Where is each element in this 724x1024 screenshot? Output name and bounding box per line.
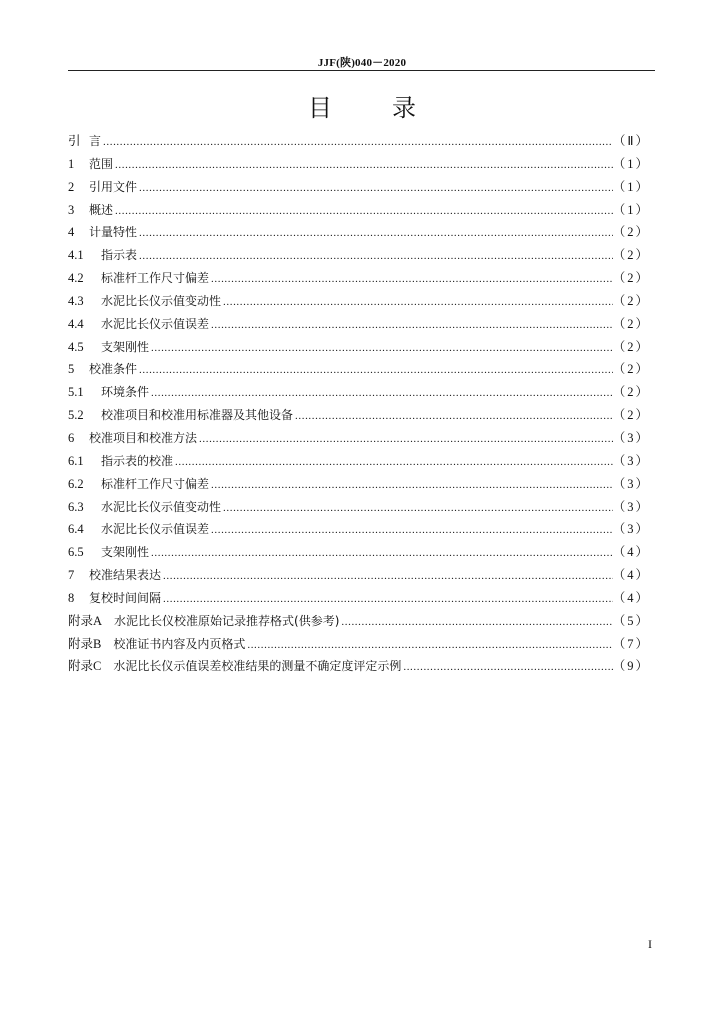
toc-dot-leader: [149, 542, 613, 565]
toc-entry-title: 支架刚性: [101, 545, 150, 560]
toc-entry-title: 指示表的校准: [101, 453, 174, 468]
toc-entry-page: （3）: [612, 453, 650, 468]
toc-entry-title: 计量特性: [89, 225, 138, 240]
toc-entry-page: （Ⅱ）: [612, 134, 650, 148]
toc-entry-page: （2）: [612, 316, 650, 331]
toc-entry: [68, 564, 650, 587]
toc-entry: [68, 221, 650, 244]
toc-entry-title: 水泥比长仪示值变动性: [101, 293, 222, 308]
toc-dot-leader: [161, 565, 613, 588]
toc-entry-title: 水泥比长仪示值误差: [101, 316, 210, 331]
toc-entry-page: （2）: [612, 339, 650, 354]
toc-entry-page: （9）: [612, 659, 650, 674]
table-of-contents: [68, 130, 650, 678]
toc-entry-number: 6.4: [68, 522, 84, 537]
toc-entry-number: 1: [68, 156, 75, 171]
header-divider: [68, 70, 655, 71]
toc-entry-page: （2）: [612, 385, 650, 400]
toc-entry-page: （2）: [612, 293, 650, 308]
toc-entry: [68, 176, 650, 199]
toc-entry-number: 4.4: [68, 316, 84, 331]
toc-entry-number: 4.1: [68, 248, 84, 263]
toc-entry-page: （3）: [612, 499, 650, 514]
toc-entry-number: 3: [68, 202, 75, 217]
toc-entry-title: 校准结果表达: [89, 568, 162, 583]
toc-entry-number: 5: [68, 362, 75, 377]
toc-entry: [68, 358, 650, 381]
toc-entry: [68, 496, 650, 519]
toc-entry-page: （3）: [612, 430, 650, 445]
toc-entry: [68, 587, 650, 610]
toc-entry-number: 8: [68, 590, 75, 605]
toc-entry-page: （4）: [612, 590, 650, 605]
toc-entry-page: （1）: [612, 179, 650, 194]
toc-dot-leader: [137, 245, 613, 268]
toc-dot-leader: [209, 314, 613, 337]
toc-dot-leader: [173, 451, 613, 474]
toc-dot-leader: [293, 405, 613, 428]
toc-entry: [68, 541, 650, 564]
toc-entry-number: 6: [68, 430, 75, 445]
toc-entry: [68, 336, 650, 359]
toc-dot-leader: [339, 611, 612, 634]
toc-entry-title: 校准证书内容及内页格式: [113, 636, 246, 651]
toc-entry-number: 6.5: [68, 545, 84, 560]
toc-entry-number: 附录A: [68, 613, 103, 628]
toc-dot-leader: [149, 337, 613, 360]
toc-entry-title: 概述: [89, 202, 114, 217]
toc-entry-title: 言: [89, 134, 102, 148]
toc-dot-leader: [245, 634, 612, 657]
toc-entry-page: （5）: [612, 613, 650, 628]
toc-entry-title: 水泥比长仪示值变动性: [101, 499, 222, 514]
toc-dot-leader: [101, 131, 613, 154]
toc-dot-leader: [113, 154, 613, 177]
toc-entry-title: 水泥比长仪示值误差: [101, 522, 210, 537]
toc-entry-title: 标准杆工作尺寸偏差: [101, 476, 210, 491]
toc-entry-title: 校准项目和校准方法: [89, 430, 198, 445]
toc-entry: [68, 655, 650, 678]
toc-entry-number: 5.1: [68, 385, 84, 400]
toc-entry-number: 引: [68, 134, 81, 148]
toc-entry-title: 支架刚性: [101, 339, 150, 354]
toc-entry: [68, 450, 650, 473]
toc-entry-title: 水泥比长仪示值误差校准结果的测量不确定度评定示例: [113, 659, 402, 674]
toc-entry: [68, 130, 650, 153]
toc-dot-leader: [113, 200, 613, 223]
toc-entry: [68, 313, 650, 336]
toc-dot-leader: [221, 291, 613, 314]
toc-entry-title: 标准杆工作尺寸偏差: [101, 271, 210, 286]
toc-entry: [68, 404, 650, 427]
toc-entry: [68, 518, 650, 541]
toc-entry-number: 4.5: [68, 339, 84, 354]
toc-entry-number: 附录C: [68, 659, 102, 674]
toc-entry: [68, 633, 650, 656]
toc-entry-number: 5.2: [68, 408, 84, 423]
toc-entry-number: 4.2: [68, 271, 84, 286]
toc-entry: [68, 290, 650, 313]
toc-entry-number: 6.2: [68, 476, 84, 491]
toc-dot-leader: [197, 428, 613, 451]
toc-entry-title: 校准条件: [89, 362, 138, 377]
toc-title: 目录: [308, 94, 476, 122]
document-code-header: JJF(陕)040－2020: [317, 57, 407, 69]
toc-entry-page: （2）: [612, 271, 650, 286]
toc-dot-leader: [209, 268, 613, 291]
toc-entry: [68, 427, 650, 450]
toc-entry-title: 复校时间间隔: [89, 590, 162, 605]
toc-entry-title: 校准项目和校准用标准器及其他设备: [101, 408, 294, 423]
toc-entry-page: （1）: [612, 202, 650, 217]
toc-entry-title: 引用文件: [89, 179, 138, 194]
toc-entry: [68, 267, 650, 290]
toc-dot-leader: [137, 359, 613, 382]
toc-entry-page: （1）: [612, 156, 650, 171]
toc-entry-number: 4: [68, 225, 75, 240]
toc-entry-title: 水泥比长仪校准原始记录推荐格式(供参考): [114, 613, 340, 628]
toc-entry-title: 范围: [89, 156, 114, 171]
toc-dot-leader: [221, 497, 613, 520]
toc-entry-page: （7）: [612, 636, 650, 651]
toc-dot-leader: [161, 588, 613, 611]
toc-dot-leader: [209, 474, 613, 497]
toc-entry: [68, 610, 650, 633]
toc-entry-page: （3）: [612, 476, 650, 491]
toc-entry-page: （2）: [612, 248, 650, 263]
toc-entry: [68, 473, 650, 496]
toc-entry-page: （2）: [612, 225, 650, 240]
toc-entry: [68, 199, 650, 222]
toc-entry-page: （3）: [612, 522, 650, 537]
toc-entry-page: （2）: [612, 408, 650, 423]
toc-entry-number: 7: [68, 568, 75, 583]
toc-entry: [68, 244, 650, 267]
toc-entry-page: （4）: [612, 545, 650, 560]
toc-entry-page: （2）: [612, 362, 650, 377]
toc-dot-leader: [209, 519, 613, 542]
toc-entry-page: （4）: [612, 568, 650, 583]
toc-dot-leader: [137, 222, 613, 245]
toc-entry: [68, 381, 650, 404]
toc-entry-number: 2: [68, 179, 75, 194]
page-number: I: [648, 937, 652, 951]
toc-entry-title: 指示表: [101, 248, 138, 263]
toc-entry-number: 6.1: [68, 453, 84, 468]
toc-entry-number: 4.3: [68, 293, 84, 308]
toc-dot-leader: [137, 177, 613, 200]
toc-entry-number: 6.3: [68, 499, 84, 514]
toc-entry-number: 附录B: [68, 636, 102, 651]
toc-entry-title: 环境条件: [101, 385, 150, 400]
toc-entry: [68, 153, 650, 176]
toc-dot-leader: [401, 656, 612, 679]
toc-dot-leader: [149, 382, 613, 405]
